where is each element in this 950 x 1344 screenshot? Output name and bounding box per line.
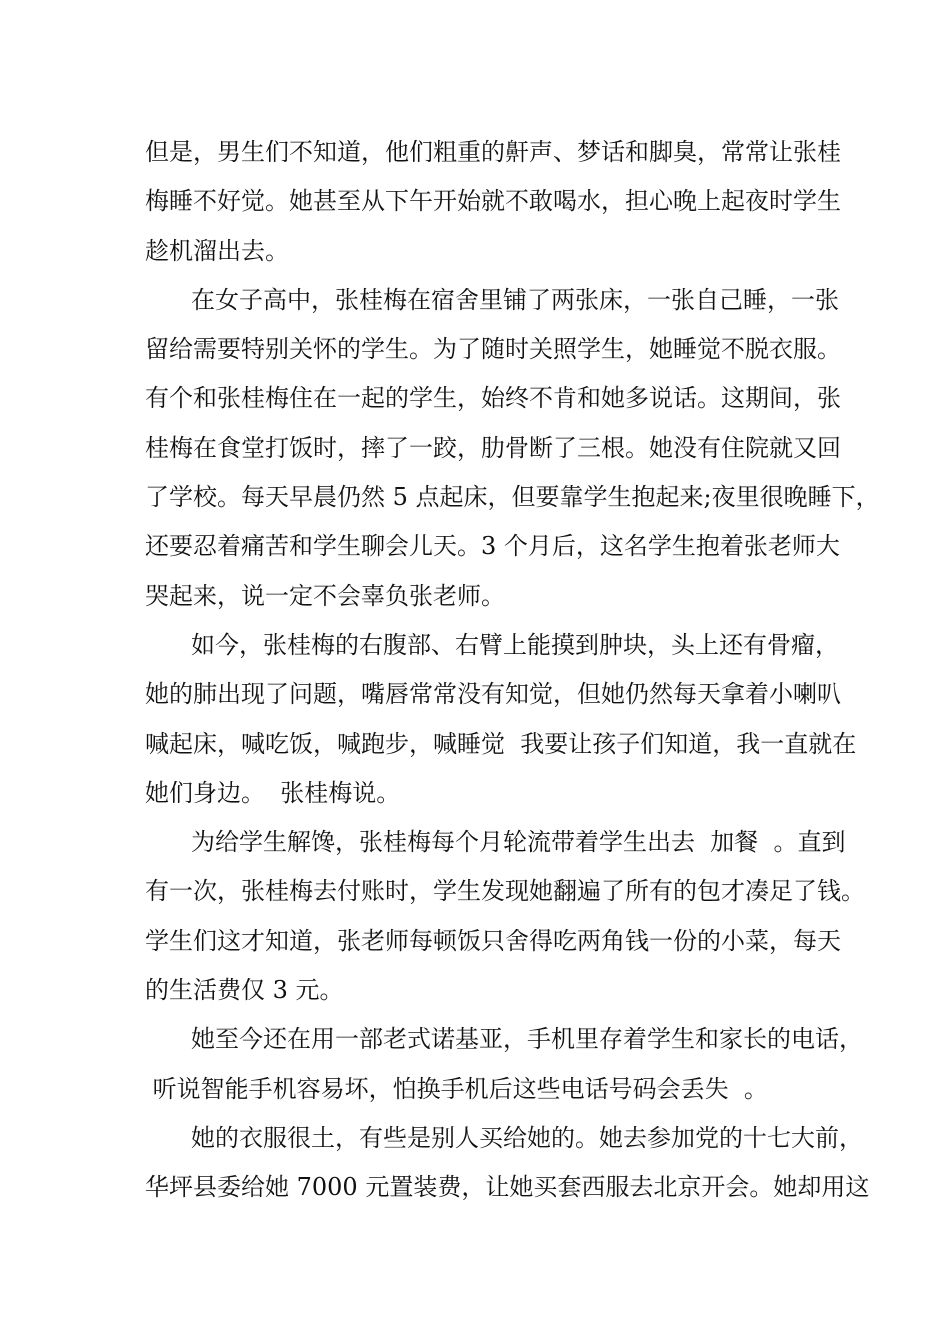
paragraph — [145, 1019, 863, 1118]
text-line: 趁机溜出去。 — [145, 236, 289, 265]
text-line: 梅睡不好觉。她甚至从下午开始就不敢喝水，担心晚上起夜时学生 — [145, 187, 841, 216]
paragraph — [145, 280, 880, 625]
text-line: 她们身边。 张桂梅说。 — [145, 778, 401, 807]
text-line: 有一次，张桂梅去付账时，学生发现她翻遍了所有的包才凑足了钱。 — [145, 877, 865, 906]
document-body — [145, 132, 880, 1217]
text-line: 为给学生解馋，张桂梅每个月轮流带着学生出去 加餐 。直到 — [191, 828, 846, 857]
text-line: 她的肺出现了问题，嘴唇常常没有知觉，但她仍然每天拿着小喇叭 — [145, 680, 841, 709]
text-line: 有个和张桂梅住在一起的学生，始终不肯和她多说话。这期间，张 — [145, 384, 841, 413]
text-line: 哭起来，说一定不会辜负张老师。 — [145, 581, 505, 610]
text-line: 桂梅在食堂打饭时，摔了一跤，肋骨断了三根。她没有住院就又回 — [145, 433, 841, 462]
text-line: 华坪县委给她 7000 元置装费，让她买套西服去北京开会。她却用这 — [145, 1173, 870, 1202]
text-line: 她的衣服很土，有些是别人买给她的。她去参加党的十七大前， — [191, 1123, 863, 1152]
paragraph — [145, 625, 857, 822]
text-line: 还要忍着痛苦和学生聊会儿天。3 个月后，这名学生抱着张老师大 — [145, 532, 840, 561]
paragraph — [145, 1118, 870, 1217]
text-line: 如今，张桂梅的右腹部、右臂上能摸到肿块，头上还有骨瘤， — [191, 630, 839, 659]
paragraph — [145, 822, 865, 1019]
text-line: 她至今还在用一部老式诺基亚，手机里存着学生和家长的电话， — [191, 1025, 863, 1054]
text-line: 学生们这才知道，张老师每顿饭只舍得吃两角钱一份的小菜，每天 — [145, 926, 841, 955]
text-line: 喊起床，喊吃饭，喊跑步，喊睡觉 我要让孩子们知道，我一直就在 — [145, 729, 857, 758]
text-line: 的生活费仅 3 元。 — [145, 976, 344, 1005]
text-line: 留给需要特别关怀的学生。为了随时关照学生，她睡觉不脱衣服。 — [145, 335, 841, 364]
text-line: 在女子高中，张桂梅在宿舍里铺了两张床，一张自己睡，一张 — [191, 285, 839, 314]
text-line: 了学校。每天早晨仍然 5 点起床，但要靠学生抱起来;夜里很晚睡下， — [145, 483, 880, 512]
text-line: 听说智能手机容易坏，怕换手机后这些电话号码会丢失 。 — [145, 1074, 768, 1103]
text-line: 但是，男生们不知道，他们粗重的鼾声、梦话和脚臭，常常让张桂 — [145, 138, 841, 166]
paragraph — [145, 132, 841, 280]
